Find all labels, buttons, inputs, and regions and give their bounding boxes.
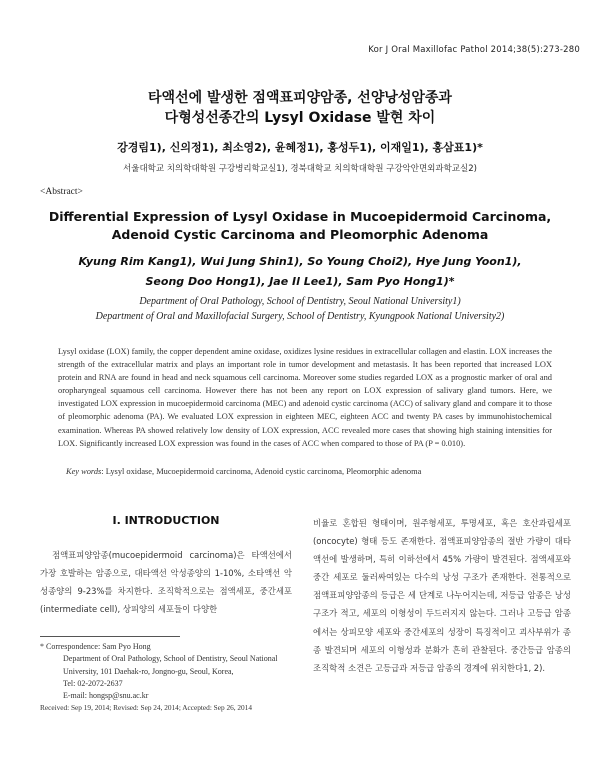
korean-title-line2: 다형성선종간의 Lysyl Oxidase 발현 차이 (164, 110, 436, 126)
keywords-label: Key words (66, 467, 102, 476)
korean-authors: 강경림1), 신의정1), 최소영2), 윤혜정1), 홍성두1), 이재일1), 홍삼표1)* (117, 141, 483, 154)
keywords (66, 467, 556, 476)
abstract-label: <Abstract> (40, 187, 83, 197)
right-column (313, 514, 571, 677)
english-affiliation-line1: Department of Oral Pathology, School of Dentistry, Seoul National University1) (139, 296, 461, 307)
journal-citation: Kor J Oral Maxillofac Pathol 2014;38(5):273-280 (368, 45, 580, 55)
abstract-text: Lysyl oxidase (LOX) family, the copper dependent amine oxidase, oxidizes lysine residues in extracellular collagen and elastin. LOX increases the strength of the extracellular matrix and plays an important role in tumor development and metastasis. It has been reported that increased LOX protein and RNA are found in head and neck squamous cell carcinoma. Moreover some studies regarded LOX as a prognostic marker of oral and oropharyngeal squamous cell carcinoma. However there has not been any report on LOX expression of salivary gland tumors. Here, we investigated LOX expression in mucoepidermoid carcinoma (MEC) and adenoid cystic carcinoma (ACC) of salivary gland and compare it to those of pleomorphic adenoma (PA). We evaluated LOX expression in eighteen MEC, eighteen ACC and twenty PA cases by immunohistochemical examination. Whereas PA showed relatively low density of LOX expression, ACC revealed more cases that showing high staining intensities for LOX. Significantly increased LOX expression was found in the cases of ACC when compared to those of PA (P = 0.010). (58, 347, 552, 448)
footnote-tel: Tel: 02-2072-2637 (63, 678, 123, 688)
footnote-divider (40, 636, 180, 637)
english-title-line1: Differential Expression of Lysyl Oxidase in Mucoepidermoid Carcinoma, (48, 209, 552, 224)
korean-title-line1: 타액선에 발생한 점액표피양암종, 선양낭성암종과 (148, 90, 452, 106)
received-dates: Received: Sep 19, 2014; Revised: Sep 24, 2014; Accepted: Sep 26, 2014 (40, 703, 252, 712)
footnote-address: Department of Oral Pathology, School of Dentistry, Seoul National University, 101 Daehak-ro, Jongno-gu, Seoul, Korea, (63, 654, 278, 676)
korean-affiliation: 서울대학교 치의학대학원 구강병리학교실1), 경북대학교 치의학대학원 구강악안면외과학교실2) (123, 164, 477, 174)
keywords-text: : Lysyl oxidase, Mucoepidermoid carcinoma, Adenoid cystic carcinoma, Pleomorphic adenoma (101, 467, 422, 476)
english-affiliation-line2: Department of Oral and Maxillofacial Surgery, School of Dentistry, Kyungpook National University2) (95, 311, 505, 322)
footnote-email: E-mail: hongsp@snu.ac.kr (63, 691, 149, 701)
introduction-left-text: 점액표피양암종(mucoepidermoid carcinoma)은 타액선에서 가장 호발하는 암종으로, 대타액선 악성종양의 1-10%, 소타액선 악성종양의 9-23%를 차지한다. 조직학적으로는 점액세포, 중간세포(intermediate cell), 상피양의 세포들이 다양한 (40, 550, 292, 615)
english-title-line2: Adenoid Cystic Carcinoma and Pleomorphic Adenoma (111, 227, 489, 242)
introduction-right-text: 비율로 혼합된 형태이며, 원주형세포, 투명세포, 혹은 호산과립세포(oncocyte) 형태 등도 존재한다. 점액표피양암종의 절반 가량이 대타액선에 발생하며, 특히 이하선에서 45% 가량이 발견된다. 점액세포와 중간 세포로 둘러싸여있는 다수의 낭성 구조가 존재한다. 전통적으로 점액표피양암종의 등급은 세 단계로 나누어지는데, 저등급 암종은 낭성 구조가 적고, 세포의 이형성이 두드러지지 않는다. 그러나 고등급 암종에서는 상피모양 세포와 중간세포의 성장이 특징적이고 괴사부위가 종종 발견되며 세포의 이형성과 분화가 흔히 관찰된다. 중간등급 암종의 조직학적 소견은 고등급과 저등급 암종의 경계에 위치한다1, 2). (313, 518, 571, 673)
introduction-heading: Ⅰ. INTRODUCTION (112, 514, 220, 527)
footnote-correspondence: * Correspondence: Sam Pyo Hong (40, 642, 151, 651)
english-authors-line2: Seong Doo Hong1), Jae Il Lee1), Sam Pyo Hong1)* (145, 275, 455, 288)
correspondence-footnote (40, 641, 292, 702)
english-authors-line1: Kyung Rim Kang1), Wui Jung Shin1), So Young Choi2), Hye Jung Yoon1), (78, 255, 522, 268)
left-column (40, 514, 292, 618)
